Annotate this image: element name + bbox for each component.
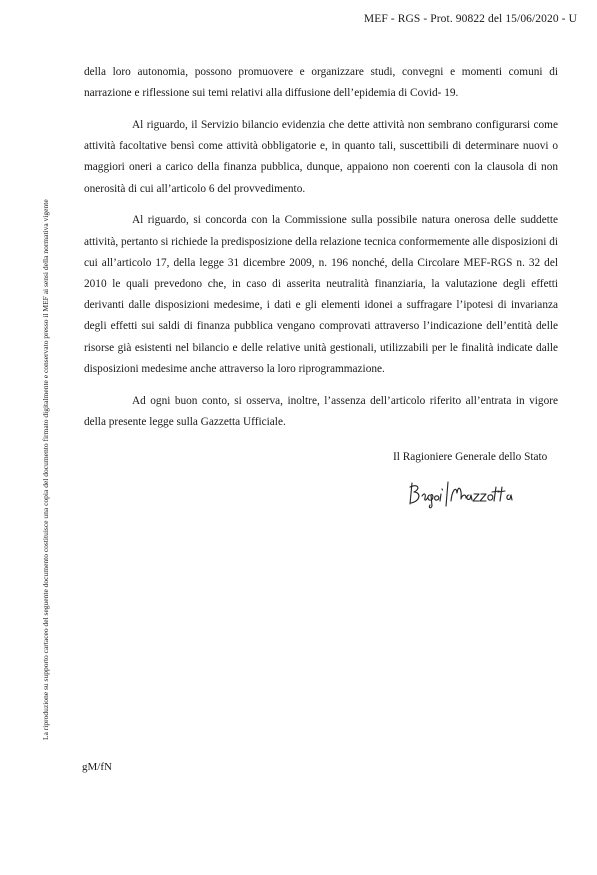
- handwritten-signature: [406, 477, 516, 511]
- paragraph-3: Al riguardo, si concorda con la Commissione sulla possibile natura onerosa delle suddette attività, pertanto si richiede la predisposizione della relazione tecnica conformemente alle disposizioni di cui all’articolo 17, della legge 31 dicembre 2009, n. 196 nonché, della Circolare MEF-RGS n. 32 del 2010 le quali prevedono che, in caso di asserita neutralità finanziaria, la valutazione degli effetti derivanti dalle disposizioni medesime, i dati e gli elementi idonei a suffragare l’ipotesi di invarianza degli effetti sui saldi di finanza pubblica vengano comprovati attraverso l’indicazione dell’entità delle risorse già esistenti nel bilancio e delle relative unità gestionali, utilizzabili per le finalità indicate dalle disposizioni medesime anche attraverso la loro riprogrammazione.: [84, 214, 558, 375]
- paragraph-1: della loro autonomia, possono promuovere e organizzare studi, convegni e momenti comuni di narrazione e riflessione sui temi relativi alla diffusione dell’epidemia di Covid- 19.: [84, 66, 558, 100]
- digital-copy-notice: La riproduzione su supporto cartaceo del seguente documento costituisce una copia del documento firmato digitalmente e conservato presso il MEF ai sensi della normativa vigente: [41, 199, 50, 740]
- document-reference-code: gM/fN: [82, 761, 112, 773]
- paragraph-4: Ad ogni buon conto, si osserva, inoltre, l’assenza dell’articolo riferito all’entrata in vigore della presente legge sulla Gazzetta Ufficiale.: [84, 394, 558, 428]
- signatory-title: Il Ragioniere Generale dello Stato: [393, 451, 548, 463]
- letter-body: [84, 62, 558, 444]
- protocol-header: MEF - RGS - Prot. 90822 del 15/06/2020 - U: [363, 13, 577, 25]
- paragraph-2: Al riguardo, il Servizio bilancio evidenzia che dette attività non sembrano configurarsi come attività facoltative bensì come attività obbligatorie e, in quanto tali, suscettibili di determinare nuovi o maggiori oneri a carico della finanza pubblica, dunque, appaiono non coerenti con la clausola di non onerosità di cui all’articolo 6 del provvedimento.: [84, 119, 558, 195]
